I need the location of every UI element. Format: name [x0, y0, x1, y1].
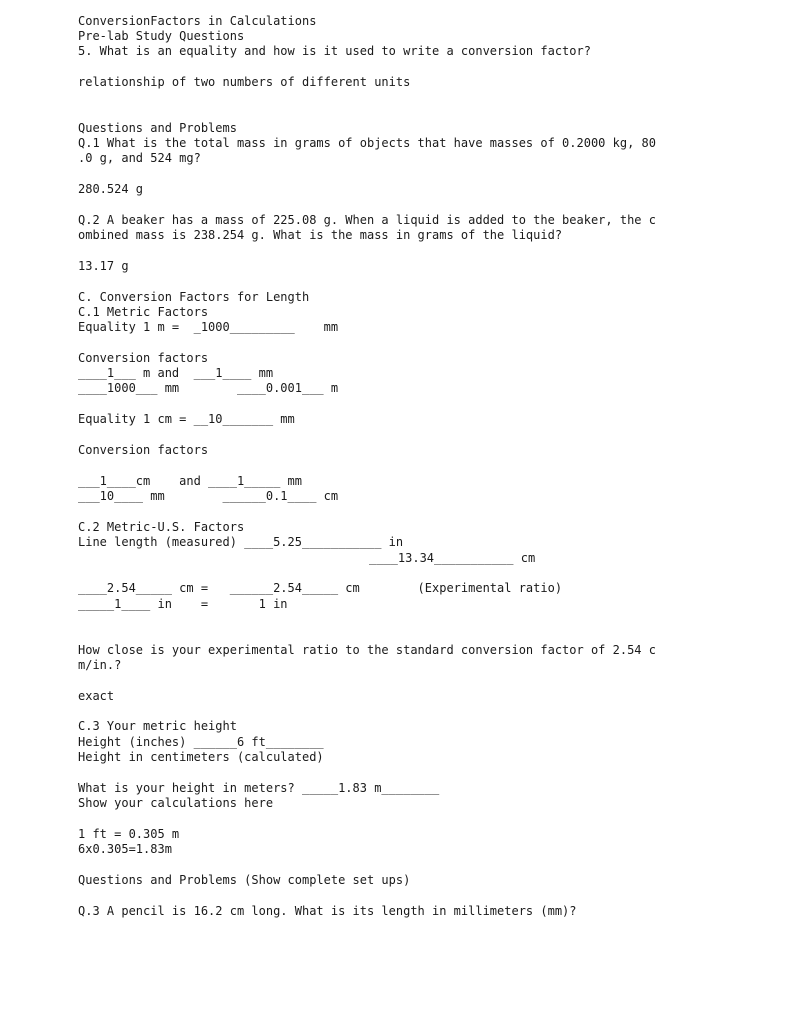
question-5: 5. What is an equality and how is it used to write a conversion factor?: [78, 44, 591, 58]
factor-row-denominators: ____1000___ mm ____0.001___ m: [78, 381, 339, 395]
answer-1: 280.524 g: [78, 182, 144, 196]
equality-cm-mm: Equality 1 cm = __10_______ mm: [78, 412, 295, 426]
height-centimeters: Height in centimeters (calculated): [78, 750, 324, 764]
ratio-question-line-1: How close is your experimental ratio to the standard conversion factor of 2.54 c: [78, 643, 656, 657]
ratio-row-denominators: _____1____ in = 1 in: [78, 597, 288, 611]
document-title: ConversionFactors in Calculations: [78, 14, 317, 28]
ratio-question-line-2: m/in.?: [78, 658, 122, 672]
question-1-line-2: .0 g, and 524 mg?: [78, 151, 201, 165]
equality-m-mm: Equality 1 m = _1000_________ mm: [78, 320, 339, 334]
ratio-row-numerators: ____2.54_____ cm = ______2.54_____ cm (Experimental ratio): [78, 581, 563, 595]
factor-row-numerators: ___1____cm and ____1_____ mm: [78, 474, 302, 488]
conversion-factors-label: Conversion factors: [78, 443, 209, 457]
line-length-in: Line length (measured) ____5.25___________ in: [78, 535, 404, 549]
height-inches: Height (inches) ______6 ft________: [78, 735, 324, 749]
ratio-answer: exact: [78, 689, 115, 703]
section-heading-prelab: Pre-lab Study Questions: [78, 29, 245, 43]
calculation-line-2: 6x0.305=1.83m: [78, 842, 172, 856]
section-heading-length: C. Conversion Factors for Length: [78, 290, 310, 304]
conversion-factors-label: Conversion factors: [78, 351, 209, 365]
factor-row-denominators: ___10____ mm ______0.1____ cm: [78, 489, 339, 503]
height-meters: What is your height in meters? _____1.83 m________: [78, 781, 440, 795]
section-heading-questions: Questions and Problems: [78, 121, 237, 135]
question-2-line-1: Q.2 A beaker has a mass of 225.08 g. When a liquid is added to the beaker, the c: [78, 213, 656, 227]
question-3: Q.3 A pencil is 16.2 cm long. What is its length in millimeters (mm)?: [78, 904, 577, 918]
question-1-line-1: Q.1 What is the total mass in grams of objects that have masses of 0.2000 kg, 80: [78, 136, 656, 150]
calculation-line-1: 1 ft = 0.305 m: [78, 827, 180, 841]
answer-2: 13.17 g: [78, 259, 129, 273]
question-2-line-2: ombined mass is 238.254 g. What is the mass in grams of the liquid?: [78, 228, 563, 242]
line-length-cm: ____13.34___________ cm: [369, 551, 536, 565]
section-heading-problems: Questions and Problems (Show complete set ups): [78, 873, 411, 887]
calculations-label: Show your calculations here: [78, 796, 274, 810]
answer-5: relationship of two numbers of different units: [78, 75, 411, 89]
factor-row-numerators: ____1___ m and ___1____ mm: [78, 366, 274, 380]
subheading-c1: C.1 Metric Factors: [78, 305, 209, 319]
subheading-c2: C.2 Metric-U.S. Factors: [78, 520, 245, 534]
subheading-c3: C.3 Your metric height: [78, 719, 237, 733]
